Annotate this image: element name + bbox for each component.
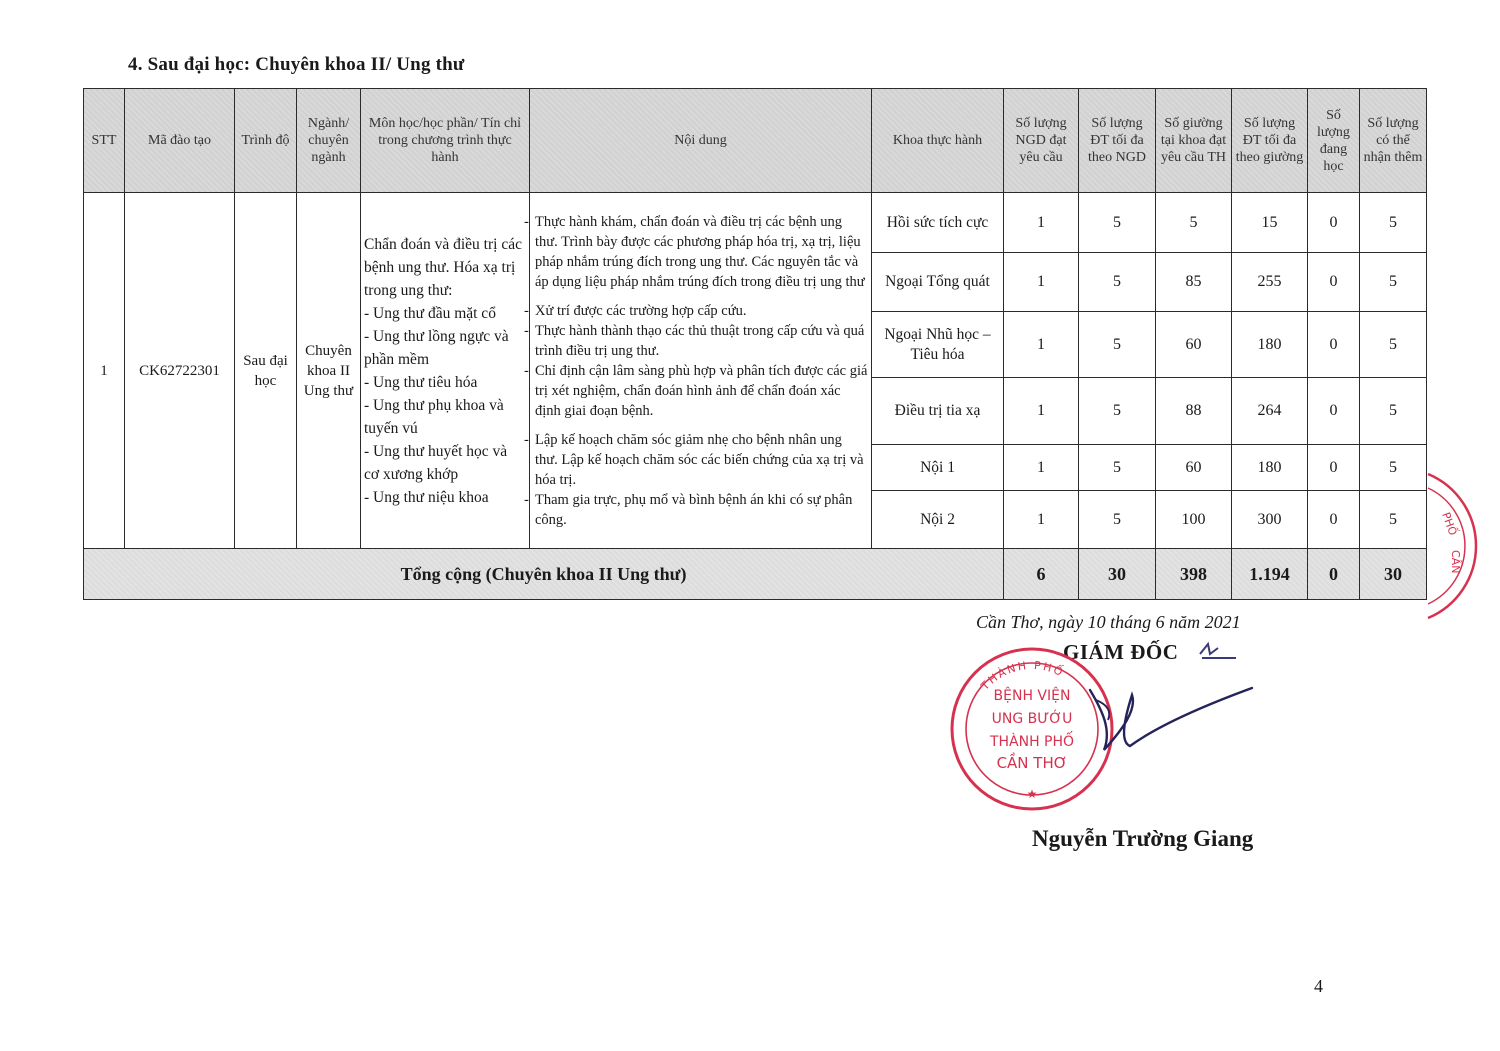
cell-dt-ngd: 5 [1079, 312, 1156, 378]
cell-dt-giuong: 180 [1232, 312, 1308, 378]
mon-hoc-line: - Ung thư lồng ngực và phần mềm [364, 327, 509, 368]
cell-stt: 1 [84, 193, 125, 549]
noi-dung-item: - Thực hành thành thạo các thủ thuật trong cấp cứu và quá trình điều trị ung thư. [533, 321, 868, 361]
seal-line: UNG BƯỚU [991, 711, 1073, 727]
cell-nhan-them: 5 [1360, 193, 1427, 253]
page-number: 4 [1314, 976, 1323, 996]
cell-ngd: 1 [1004, 491, 1079, 549]
cell-dang-hoc: 0 [1308, 445, 1360, 491]
cell-ngd: 1 [1004, 312, 1079, 378]
cell-ngd: 1 [1004, 253, 1079, 312]
cell-dang-hoc: 0 [1308, 312, 1360, 378]
training-table [83, 88, 1427, 600]
cell-khoa: Hồi sức tích cực [872, 193, 1004, 253]
edge-stamp-icon [1418, 466, 1500, 626]
cell-dt-ngd: 5 [1079, 445, 1156, 491]
cell-dt-giuong: 255 [1232, 253, 1308, 312]
cell-dt-giuong: 180 [1232, 445, 1308, 491]
cell-nhan-them: 5 [1360, 445, 1427, 491]
cell-ma-dao-tao: CK62722301 [125, 193, 235, 549]
total-ngd: 6 [1004, 549, 1079, 600]
header-so-giuong: Số giường tại khoa đạt yêu cầu TH [1156, 89, 1232, 193]
cell-khoa: Điều trị tia xạ [872, 378, 1004, 445]
cell-nhan-them: 5 [1360, 253, 1427, 312]
cell-noi-dung [530, 193, 872, 549]
header-khoa: Khoa thực hành [872, 89, 1004, 193]
total-dang-hoc: 0 [1308, 549, 1360, 600]
svg-text:PHỐ: PHỐ [1439, 510, 1460, 538]
mon-hoc-line: - Ung thư phụ khoa và tuyến vú [364, 396, 504, 437]
header-trinh-do: Trình độ [235, 89, 297, 193]
cell-dang-hoc: 0 [1308, 253, 1360, 312]
cell-khoa: Ngoại Nhũ học – Tiêu hóa [872, 312, 1004, 378]
header-nganh: Ngành/ chuyên ngành [297, 89, 361, 193]
noi-dung-item: - Xử trí được các trường hợp cấp cứu. [533, 301, 868, 321]
cell-giuong: 60 [1156, 312, 1232, 378]
table-row [84, 193, 1427, 253]
seal-ring-text: THÀNH PHỐ [978, 658, 1067, 693]
total-dt-ngd: 30 [1079, 549, 1156, 600]
cell-khoa: Ngoại Tổng quát [872, 253, 1004, 312]
cell-ngd: 1 [1004, 445, 1079, 491]
cell-dang-hoc: 0 [1308, 491, 1360, 549]
svg-text:★: ★ [1026, 787, 1038, 801]
noi-dung-item: - Chỉ định cận lâm sàng phù hợp và phân tích được các giá trị xét nghiệm, chẩn đoán hình ảnh để chẩn đoán xác định giai đoạn bệnh. [533, 361, 868, 421]
cell-dt-giuong: 15 [1232, 193, 1308, 253]
mon-hoc-line: - Ung thư đầu mặt cổ [364, 304, 496, 322]
total-row [84, 549, 1427, 600]
total-giuong: 398 [1156, 549, 1232, 600]
cell-giuong: 100 [1156, 491, 1232, 549]
mon-hoc-line: Chẩn đoán và điều trị các bệnh ung thư. Hóa xạ trị trong ung thư: [364, 235, 522, 299]
cell-dt-giuong: 300 [1232, 491, 1308, 549]
cell-nhan-them: 5 [1360, 378, 1427, 445]
cell-dt-ngd: 5 [1079, 378, 1156, 445]
header-sl-dt-ngd: Số lượng ĐT tối đa theo NGD [1079, 89, 1156, 193]
noi-dung-item: - Tham gia trực, phụ mổ và bình bệnh án khi có sự phân công. [533, 490, 868, 530]
mon-hoc-line: - Ung thư huyết học và cơ xương khớp [364, 442, 508, 483]
seal-line: THÀNH PHỐ [989, 734, 1075, 750]
header-row [84, 89, 1427, 193]
section-heading: 4. Sau đại học: Chuyên khoa II/ Ung thư [128, 54, 465, 75]
signature-icon [1082, 680, 1257, 760]
header-sl-dang-hoc: Số lượng đang học [1308, 89, 1360, 193]
cell-dang-hoc: 0 [1308, 378, 1360, 445]
cell-dt-ngd: 5 [1079, 253, 1156, 312]
cell-giuong: 5 [1156, 193, 1232, 253]
mon-hoc-line: - Ung thư tiêu hóa [364, 373, 478, 391]
mon-hoc-line: - Ung thư niệu khoa [364, 488, 489, 506]
cell-khoa: Nội 1 [872, 445, 1004, 491]
cell-ngd: 1 [1004, 193, 1079, 253]
total-label: Tổng cộng (Chuyên khoa II Ung thư) [84, 549, 1004, 600]
header-sl-ngd: Số lượng NGD đạt yêu cầu [1004, 89, 1079, 193]
signer-name: Nguyễn Trường Giang [1032, 826, 1254, 851]
cell-dt-ngd: 5 [1079, 193, 1156, 253]
cell-giuong: 85 [1156, 253, 1232, 312]
total-nhan-them: 30 [1360, 549, 1427, 600]
director-title: GIÁM ĐỐC [1063, 640, 1179, 664]
svg-text:CẦN: CẦN [1449, 550, 1462, 574]
header-sl-nhan-them: Số lượng có thể nhận thêm [1360, 89, 1427, 193]
cell-nhan-them: 5 [1360, 312, 1427, 378]
header-stt: STT [84, 89, 125, 193]
cell-trinh-do: Sau đại học [235, 193, 297, 549]
total-dt-giuong: 1.194 [1232, 549, 1308, 600]
noi-dung-item: - Thực hành khám, chẩn đoán và điều trị các bệnh ung thư. Trình bày được các phương pháp hóa trị, xạ trị, liệu pháp nhắm trúng đích trong ung thư. Các nguyên tắc và áp dụng liệu pháp nhắm trúng đích trong điều trị ung thư [533, 212, 868, 292]
cell-dt-ngd: 5 [1079, 491, 1156, 549]
header-mon-hoc: Môn học/học phần/ Tín chỉ trong chương trình thực hành [361, 89, 530, 193]
cell-ngd: 1 [1004, 378, 1079, 445]
initial-mark-icon [1196, 640, 1240, 664]
date-line: Cần Thơ, ngày 10 tháng 6 năm 2021 [976, 612, 1241, 632]
header-noi-dung: Nội dung [530, 89, 872, 193]
cell-khoa: Nội 2 [872, 491, 1004, 549]
seal-line: CẦN THƠ [996, 754, 1068, 772]
header-sl-dt-giuong: Số lượng ĐT tối đa theo giường [1232, 89, 1308, 193]
cell-giuong: 88 [1156, 378, 1232, 445]
cell-giuong: 60 [1156, 445, 1232, 491]
cell-mon-hoc [361, 193, 530, 549]
cell-dang-hoc: 0 [1308, 193, 1360, 253]
cell-dt-giuong: 264 [1232, 378, 1308, 445]
cell-nhan-them: 5 [1360, 491, 1427, 549]
noi-dung-item: - Lập kế hoạch chăm sóc giảm nhẹ cho bệnh nhân ung thư. Lập kế hoạch chăm sóc các biến chứng của xạ trị và hóa trị. [533, 430, 868, 490]
header-ma-dao-tao: Mã đào tạo [125, 89, 235, 193]
cell-nganh: Chuyên khoa II Ung thư [297, 193, 361, 549]
seal-line: BỆNH VIỆN [993, 688, 1071, 704]
